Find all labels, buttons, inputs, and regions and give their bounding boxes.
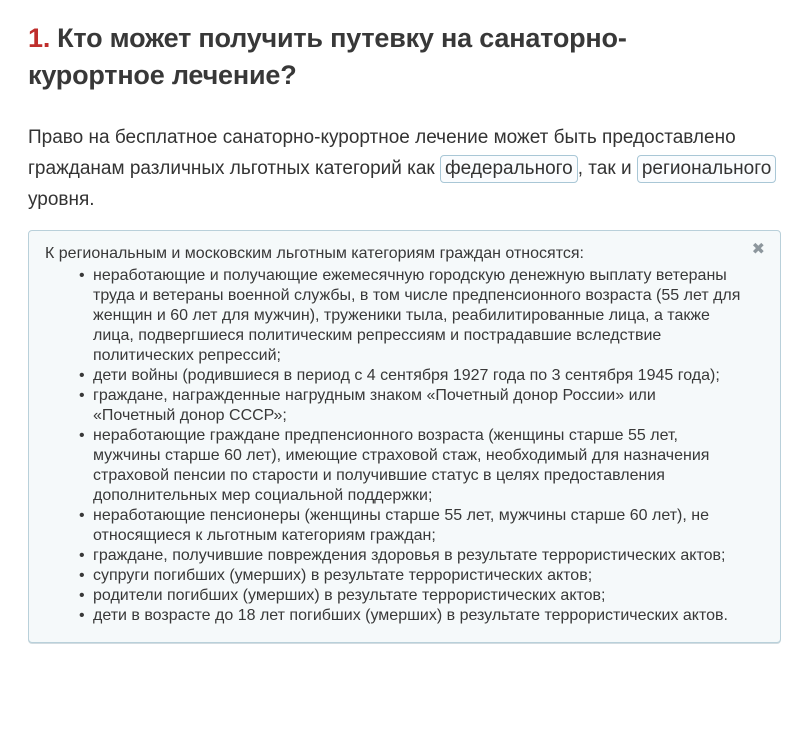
federal-term-link[interactable]: федерального: [440, 155, 578, 183]
section-title: Кто может получить путевку на санаторно-курортное лечение?: [28, 23, 627, 90]
list-item: • неработающие и получающие ежемесячную городскую денежную выплату ветераны труда и ветераны военной службы, в том числе предпенсионного возраста (55 лет для женщин и 60 лет для мужчин), труженики тыла, реабилитированные лица, а также лица, подвергшиеся политическим репрессиям и пострадавшие вследствие политических репрессий;: [79, 266, 742, 366]
close-icon[interactable]: ✖: [751, 241, 765, 258]
intro-text-3: уровня.: [28, 189, 95, 210]
list-item: • неработающие пенсионеры (женщины старше 55 лет, мужчины старше 60 лет), не относящиеся к льготным категориям граждан;: [79, 506, 742, 546]
intro-paragraph: [28, 122, 782, 215]
intro-text-2: , так и: [577, 158, 637, 179]
regional-benefits-info-box: [28, 230, 781, 643]
list-item: • дети в возрасте до 18 лет погибших (умерших) в результате террористических актов.: [79, 606, 742, 626]
list-item: • неработающие граждане предпенсионного возраста (женщины старше 55 лет, мужчины старше 60 лет), имеющие страховой стаж, необходимый для назначения страховой пенсии по старости и получившие статус в целях предоставления дополнительных мер социальной поддержки;: [79, 426, 742, 506]
list-item: • родители погибших (умерших) в результате террористических актов;: [79, 586, 742, 606]
intro-text-1: Право на бесплатное санаторно-курортное лечение может быть предоставлено гражданам различных льготных категорий как: [28, 127, 736, 179]
list-item: • дети войны (родившиеся в период с 4 сентября 1927 года по 3 сентября 1945 года);: [79, 366, 742, 386]
list-item: • супруги погибших (умерших) в результате террористических актов;: [79, 566, 742, 586]
list-item: • граждане, награжденные нагрудным знаком «Почетный донор России» или «Почетный донор СССР»;: [79, 386, 742, 426]
regional-term-link[interactable]: регионального: [637, 155, 776, 183]
list-item: • граждане, получившие повреждения здоровья в результате террористических актов;: [79, 546, 742, 566]
info-box-intro: К региональным и московским льготным категориям граждан относятся:: [45, 245, 584, 262]
section-heading: [28, 20, 688, 94]
section-number: 1.: [28, 23, 51, 53]
benefits-list: [45, 266, 742, 626]
